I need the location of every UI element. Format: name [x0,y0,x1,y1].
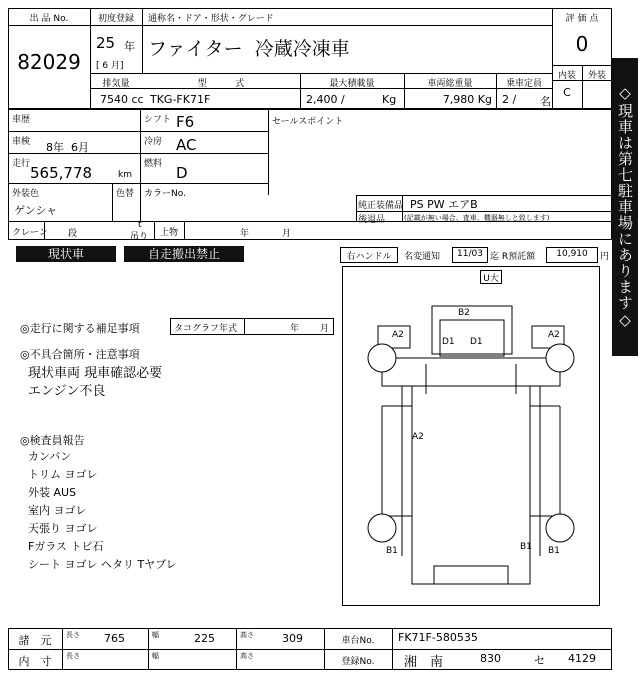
damage-mark: B1 [548,546,560,556]
inspection-label: 車検 [12,137,31,147]
registration-class: 830 [480,652,501,665]
vehicle-name-label: 通称名・ドア・形状・グレード [148,14,274,24]
divider [90,25,552,26]
divider [148,628,149,670]
capacity: 2 / [502,93,517,106]
divider [8,649,612,650]
sales-point-label: セールスポイント [272,117,344,127]
damage-mark: A2 [548,330,560,340]
divider [184,221,185,240]
height-value: 309 [282,632,303,645]
divider [356,211,612,212]
mileage-value: 565,778 [30,164,93,182]
recycle-amount: 10,910 [556,249,588,259]
defect-title: ◎不具合箇所・注意事項 [20,348,140,361]
gross-weight-label: 車両総重量 [427,79,473,89]
front-right-wheel [546,344,574,372]
divider [62,628,63,670]
crane-ton: t [138,220,142,230]
recycle-unit: 円 [600,252,610,262]
name-change-date: 11/03 [457,249,483,259]
displacement: 7540 cc [100,93,144,106]
chassis-label: 車台No. [341,636,375,646]
registration-label: 登録No. [341,657,375,667]
aftermarket-note: (記載が無い場合、査車、機器無しと致します) [404,214,550,222]
name-change-label: 名変通知 [404,252,441,262]
height-label: 高さ [240,631,254,639]
divider [236,628,237,670]
vehicle-name: ファイター 冷蔵冷凍車 [148,38,350,60]
load-capacity: 2,400 / [306,93,345,106]
crane-tsuri: 吊り [130,232,149,242]
rear-right-wheel [546,514,574,542]
body-month: 月 [282,229,292,239]
divider [8,183,268,184]
divider [244,318,245,335]
score-label: 評 価 点 [565,14,599,24]
load-capacity-label: 最大積載量 [329,79,375,89]
interior-grade: C [563,86,571,99]
model-code: TKG-FK71F [150,93,211,106]
door-lines [426,364,516,394]
registration-number: 4129 [568,652,596,665]
cargo-box [412,386,530,584]
fuel-value: D [176,164,188,182]
driving-notes-title: ◎走行に関する補足事項 [20,322,140,335]
damage-mark: A2 [412,432,424,442]
front-left-wheel [368,344,396,372]
inspector-line: トリム ヨゴレ [28,468,98,481]
chassis-number: FK71F-580535 [398,631,478,644]
mileage-label: 走行 [12,159,31,169]
exterior-label: 外装 [587,71,606,81]
registration-kana: セ [534,654,545,667]
gross-weight: 7,980 Kg [442,93,492,106]
inner-dims-label: 内 寸 [18,655,52,668]
inspector-line: カンバン [28,450,72,463]
side-lines [382,406,560,516]
aftermarket-label: 後退品 [358,215,386,225]
damage-mark: B1 [386,546,398,556]
inner-width-label: 幅 [152,652,159,660]
inspector-line: 外装 AUS [28,486,77,499]
lot-number: 82029 [17,50,81,74]
mileage-unit: km [118,170,132,180]
frame-rails [402,386,540,556]
damage-mark: B2 [458,308,470,318]
ext-color-label: 外装色 [12,189,40,199]
capacity-label: 乗車定員 [505,79,542,89]
damage-mark: B1 [520,542,532,552]
current-state-badge: 現状車 [16,246,116,262]
tacho-month: 月 [320,324,330,334]
body-year: 年 [240,229,250,239]
divider [356,195,357,221]
width-label: 幅 [152,631,159,639]
truck-diagram [342,266,600,606]
inspector-line: Fガラス トビ石 [28,540,104,553]
fuel-label: 燃料 [144,159,163,169]
length-label: 長さ [66,631,80,639]
displacement-label: 排気量 [102,79,130,89]
inspector-line: シート ヨゴレ ヘタリ Tヤブレ [28,558,177,571]
score-value: 0 [575,32,589,56]
first-reg-label: 初度登録 [97,14,134,24]
shift-value: F6 [176,113,195,131]
divider [8,25,90,26]
crane-stage: 段 [68,229,78,239]
shift-label: シフト [144,115,172,125]
lot-label: 出 品 No. [29,14,69,24]
interior-label: 内装 [557,71,576,81]
equip-label: 純正装備品 [358,201,404,211]
divider [140,109,141,221]
inspector-line: 室内 ヨゴレ [28,504,87,517]
ext-color: ゲンシャ [14,204,58,217]
equip-value: PS PW エアB [410,198,478,211]
rear-left-wheel [368,514,396,542]
rear-panel [434,566,508,584]
reg-year: 25 [96,34,116,52]
defect-line: エンジン不良 [28,384,106,399]
registration-area: 湘 南 [404,655,444,670]
no-self-drive-badge: 自走搬出禁止 [124,246,244,262]
width-value: 225 [194,632,215,645]
lot-location-banner: ◇現車は第七駐車場にあります◇ [612,58,638,356]
aircon-label: 冷房 [144,137,163,147]
reg-year-unit: 年 [124,40,135,53]
body-label: 上物 [160,228,179,238]
damage-mark: D1 [442,337,455,347]
recycle-label: 迄 R預託額 [490,252,536,262]
dims-label: 諸 元 [18,634,52,647]
cab-body [382,358,560,386]
tacho-label: タコグラフ年式 [174,324,238,334]
inner-length-label: 長さ [66,652,80,660]
inspector-line: 天張り ヨゴレ [28,522,98,535]
divider [8,131,268,132]
damage-mark: D1 [470,337,483,347]
color-no-label: カラーNo. [144,189,186,199]
aircon-value: AC [176,136,197,154]
divider [112,183,113,221]
divider [142,8,143,73]
tacho-year: 年 [290,324,300,334]
inspector-title: ◎検査員報告 [20,434,85,447]
divider [90,73,552,74]
size-mark: U大 [483,274,499,284]
color-change-label: 色替 [116,189,135,199]
defect-line: 現状車両 現車確認必要 [28,366,163,381]
crane-label: クレーン [12,228,48,238]
right-handle: 右ハンドル [346,252,392,262]
body-lines [382,406,560,516]
history-label: 車歴 [12,115,31,125]
divider [392,628,393,670]
reg-month: [ 6 月] [96,61,124,71]
damage-mark: A2 [392,330,404,340]
divider [268,109,269,195]
model-label: 型 式 [197,79,245,89]
length-value: 765 [104,632,125,645]
inspection-date: 8年 6月 [46,141,89,154]
inner-height-label: 高さ [240,652,254,660]
divider [154,221,155,240]
capacity-unit: 名 [540,95,551,108]
load-capacity-unit: Kg [382,93,397,106]
divider [356,195,612,196]
